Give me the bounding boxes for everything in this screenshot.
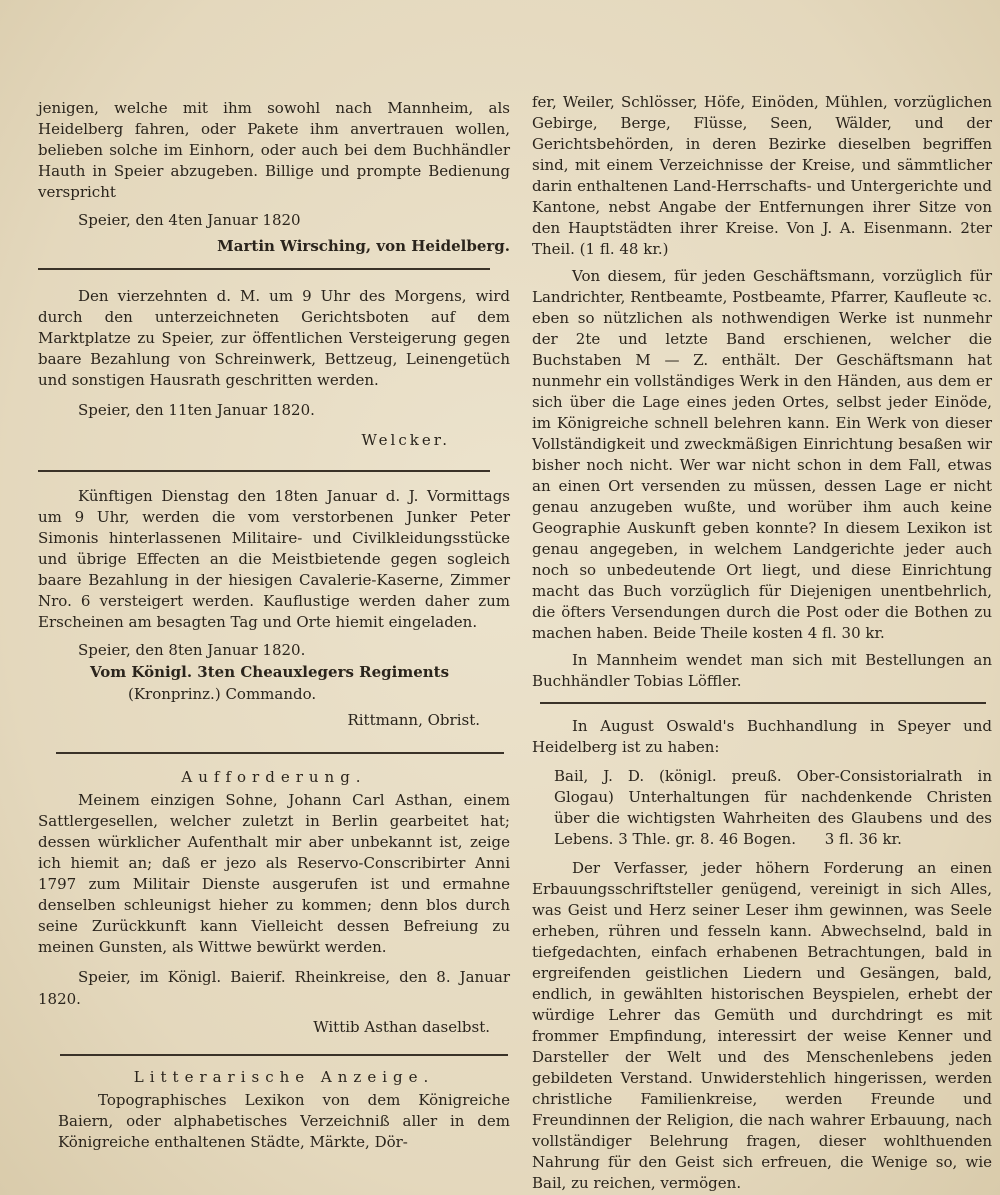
divider-rule: [540, 702, 986, 704]
notice-literary: [58, 1066, 510, 1153]
notice-place-date: Speier, den 11ten Januar 1820.: [78, 401, 315, 419]
continuation-text: fer, Weiler, Schlösser, Höfe, Einöden, Mühlen, vorzüglichen Gebirge, Berge, Flüsse, Seen, Wälder, und der Gerichtsbehörden, in deren Bezirke dieselben begriffen sind, mit einem Verzeichnisse der Kreise, und sämmtlicher darin enthaltenen Land-Herrschafts- und Untergerichte und Kantone, nebst Angabe der Entfernungen ihrer Sitze von den Hauptstädten ihrer Kreise. Von J. A. Eisenmann. 2ter Theil. (1 fl. 48 kr.): [532, 93, 992, 258]
notice-sender-line: (Kronprinz.) Commando.: [128, 685, 317, 703]
notice-summons: [38, 766, 510, 1038]
notice-place-date: Speier, im Königl. Baierif. Rheinkreise, den 8. Januar 1820.: [38, 968, 510, 1008]
notice-signature: Rittmann, Obrist.: [347, 711, 480, 729]
notice-auction-military: [38, 486, 510, 731]
divider-rule: [56, 752, 504, 754]
divider-rule: [38, 470, 490, 472]
book-entry-text: Bail, J. D. (königl. preuß. Ober-Consistorialrath in Glogau) Unterhaltungen für nachdenkende Christen über die wichtigsten Wahrheiten des Glaubens und des Lebens. 3 Thle. gr. 8. 46 Bogen.: [554, 767, 992, 848]
notice-body: Meinem einzigen Sohne, Johann Carl Asthan, einem Sattlergesellen, welcher zuletzt in Berlin gearbeitet hat; dessen würklicher Aufenthalt mir aber unbekannt ist, zeige ich hiemit an; daß er jezo als Reservo-Conscribirter Anni 1797 zum Militair Dienste ausgerufen ist und ermahne denselben schleunigst hieher zu kommen; denn blos durch seine Zurückkunft kann Vielleicht dessen Befreiung zu meinen Gunsten, als Wittwe bewürkt werden.: [38, 791, 510, 956]
notice-signature: Welcker.: [361, 431, 450, 449]
book-entry: [532, 766, 992, 850]
notice-place-date: Speier, den 4ten Januar 1820: [78, 211, 301, 229]
review-text: Von diesem, für jeden Geschäftsmann, vorzüglich für Landrichter, Rentbeamte, Postbeamte, Pfarrer, Kaufleute ꝛc. eben so nützlichen als nothwendigen Werke ist nunmehr der 2te und letzte Band erschienen, welcher die Buchstaben M — Z. enthält. Der Geschäftsmann hat nunmehr ein vollständiges Werk in den Händen, aus dem er sich über die Lage eines jeden Ortes, selbst jeder Einöde, im Königreiche schnell belehren kann. Ein Werk von dieser Vollständigkeit und zweckmäßigen Einrichtung besaßen wir bisher noch nicht. Wer war nicht schon in dem Fall, etwas an einen Ort versenden zu müssen, dessen Lage er nicht genau anzugeben wußte, und worüber ihm auch keine Geographie Auskunft geben konnte? In diesem Lexikon ist genau angegeben, in welchem Landgerichte jeder auch noch so unbedeutende Ort liegt, und diese Einrichtung macht das Buch vorzüglich für Diejenigen unentbehrlich, die öfters Versendungen durch die Post oder die Bothen zu machen haben. Beide Theile kosten 4 fl. 30 kr.: [532, 267, 992, 642]
literary-continuation: [532, 92, 992, 692]
notice-body: Topographisches Lexikon von dem Königreiche Baiern, oder alphabetisches Verzeichniß aller in dem Königreiche enthaltenen Städte, Märkte, Dör-: [58, 1091, 510, 1151]
notice-place-date: Speier, den 8ten Januar 1820.: [78, 641, 306, 659]
notice-signature: Martin Wirsching, von Heidelberg.: [217, 237, 510, 255]
ordering-text: In Mannheim wendet man sich mit Bestellungen an Buchhändler Tobias Löffler.: [532, 651, 992, 690]
divider-rule: [60, 1054, 508, 1056]
notice-body: Künftigen Dienstag den 18ten Januar d. J. Vormittags um 9 Uhr, werden die vom verstorbenen Junker Peter Simonis hinterlassenen Militaire- und Civilkleidungsstücke und übrige Effecten an die Meistbietende gegen sogleich baare Bezahlung in der hiesigen Cavalerie-Kaserne, Zimmer Nro. 6 versteigert werden. Kauflustige werden daher zum Erscheinen am besagten Tag und Orte hiemit eingeladen.: [38, 487, 510, 631]
notice-body: jenigen, welche mit ihm sowohl nach Mannheim, als Heidelberg fahren, oder Pakete ihm anvertrauen wollen, belieben solche im Einhorn, oder auch bei dem Buchhändler Hauth in Speier abzugeben. Billige und prompte Bedienung verspricht: [38, 99, 510, 201]
divider-rule: [38, 268, 490, 270]
notice-intro: In August Oswald's Buchhandlung in Speyer und Heidelberg ist zu haben:: [532, 717, 992, 756]
notice-heading: Aufforderung.: [181, 768, 367, 786]
notice-auction-household: [38, 286, 510, 451]
notice-coach-service: [38, 98, 510, 257]
notice-body: Den vierzehnten d. M. um 9 Uhr des Morgens, wird durch den unterzeichneten Gerichtsboten auf dem Marktplatze zu Speier, zur öffentlichen Versteigerung gegen baare Bezahlung von Schreinwerk, Bettzeug, Leinengetüch und sonstigen Hausrath geschritten werden.: [38, 287, 510, 389]
book-price: 3 fl. 36 kr.: [824, 830, 902, 848]
notice-sender-line: Vom Königl. 3ten Cheauxlegers Regiments: [90, 663, 450, 681]
notice-heading: Litterarische Anzeige.: [133, 1068, 435, 1086]
notice-signature: Wittib Asthan daselbst.: [313, 1018, 490, 1036]
notice-bookshop: [532, 716, 992, 1194]
notice-body: Der Verfasser, jeder höhern Forderung an einen Erbauungsschriftsteller genügend, vereinigt in sich Alles, was Geist und Herz seiner Leser ihm gewinnen, was Seele erheben, rühren und fesseln kann. Abwechselnd, bald in tiefgedachten, einfach erhabenen Betrachtungen, bald in ergreifenden geistlichen Liedern und Gesängen, bald, endlich, in gewählten historischen Beyspielen, erhebt der würdige Lehrer das Gemüth und durchdringt es mit frommer Empfindung, interessirt der weise Kenner und Darsteller der Welt und des Menschenlebens jeden gebildeten Verstand. Unwiderstehlich hingerissen, werden christliche Familienkreise, werden Freunde und Freundinnen der Religion, die nach wahrer Erbauung, nach vollständiger Belehrung fragen, dieser wohlthuenden Nahrung für den Geist sich erfreuen, die Wenige so, wie Bail, zu reichen, vermögen.: [532, 859, 992, 1192]
